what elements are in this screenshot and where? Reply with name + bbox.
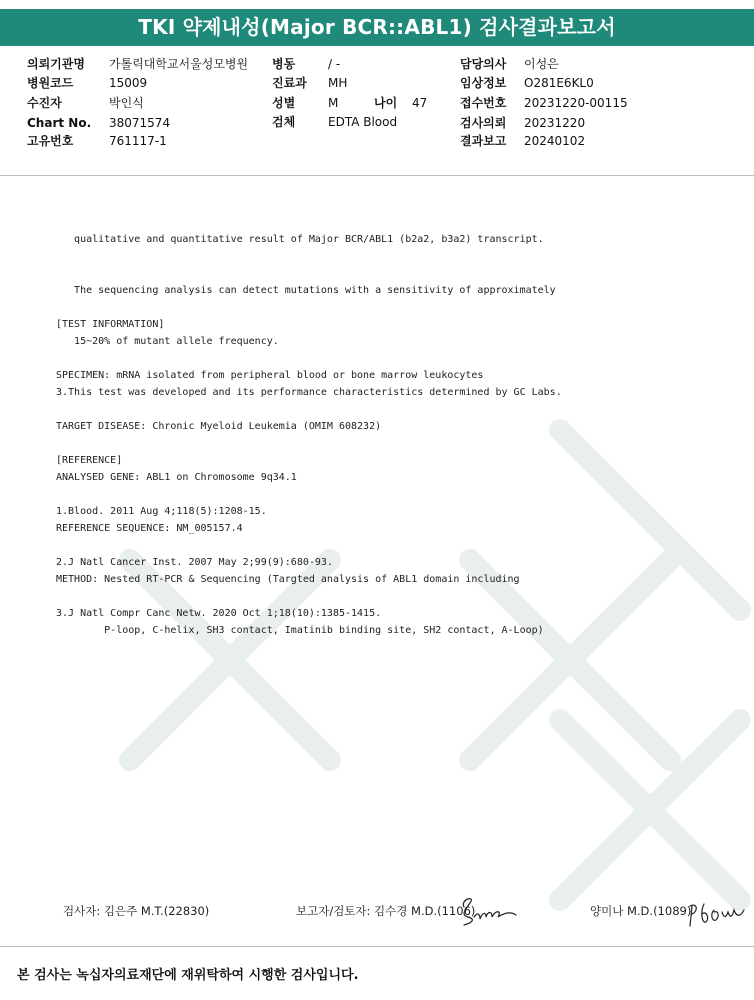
reference-line: 2.J Natl Cancer Inst. 2007 May 2;99(9):680-93. xyxy=(56,557,333,568)
field-value-age: 47 xyxy=(412,96,428,110)
field-label-request-date: 검사의뢰 xyxy=(460,116,507,130)
field-label-hospital-code: 병원코드 xyxy=(27,76,74,90)
field-value-unique-no: 761117-1 xyxy=(109,134,167,148)
field-value-chart-no: 38071574 xyxy=(109,116,171,130)
footer-divider xyxy=(0,946,754,947)
field-value-hospital-code: 15009 xyxy=(109,76,148,90)
field-value-receipt-no: 20231220-00115 xyxy=(524,96,628,110)
test-info-line: [TEST INFORMATION] xyxy=(56,319,165,330)
field-label-ward: 병동 xyxy=(272,57,296,71)
field-label-clinical-info: 임상정보 xyxy=(460,76,507,90)
third-handwritten-signature xyxy=(686,896,746,930)
notes-line: 3.This test was developed and its performance characteristics determined by GC Labs. xyxy=(56,387,562,398)
notes-line: The sequencing analysis can detect mutations with a sensitivity of approximately xyxy=(56,285,556,296)
field-label-sex: 성별 xyxy=(272,96,296,110)
header-divider xyxy=(0,175,754,176)
field-label-unique-no: 고유번호 xyxy=(27,134,74,148)
notes-line: qualitative and quantitative result of Major BCR/ABL1 (b2a2, b3a2) transcript. xyxy=(56,234,544,245)
test-info-line: ANALYSED GENE: ABL1 on Chromosome 9q34.1 xyxy=(56,472,297,483)
reference-line: 1.Blood. 2011 Aug 4;118(5):1208-15. xyxy=(56,506,267,517)
test-info-line: TARGET DISEASE: Chronic Myeloid Leukemia (OMIM 608232) xyxy=(56,421,382,432)
field-label-specimen: 검체 xyxy=(272,115,296,129)
third-signature-label: 양미나 M.D.(1089) xyxy=(590,904,692,918)
reference-block xyxy=(56,418,381,639)
reference-line: 3.J Natl Compr Canc Netw. 2020 Oct 1;18(10):1385-1415. xyxy=(56,608,382,619)
report-title: TKI 약제내성(Major BCR::ABL1) 검사결과보고서 xyxy=(0,9,754,46)
field-label-report-date: 결과보고 xyxy=(460,134,507,148)
field-value-doctor: 이성은 xyxy=(524,57,559,71)
field-label-receipt-no: 접수번호 xyxy=(460,96,507,110)
footer-note: 본 검사는 녹십자의료재단에 재위탁하여 시행한 검사입니다. xyxy=(17,968,359,983)
test-info-line: P-loop, C-helix, SH3 contact, Imatinib binding site, SH2 contact, A-Loop) xyxy=(56,625,544,636)
field-value-sex: M xyxy=(328,96,339,110)
field-value-specimen: EDTA Blood xyxy=(328,115,398,129)
field-label-age: 나이 xyxy=(374,96,398,110)
field-label-department: 진료과 xyxy=(272,76,307,90)
tester-signature-label: 검사자: 김은주 M.T.(22830) xyxy=(63,904,210,918)
notes-line: 15~20% of mutant allele frequency. xyxy=(56,336,279,347)
field-label-patient: 수진자 xyxy=(27,96,62,110)
field-label-chart-no: Chart No. xyxy=(27,116,92,130)
field-value-department: MH xyxy=(328,76,348,90)
field-value-patient: 박인식 xyxy=(109,96,144,110)
reporter-signature-label: 보고자/검토자: 김수경 M.D.(1106) xyxy=(296,904,476,918)
field-label-institution: 의뢰기관명 xyxy=(27,57,85,71)
field-value-clinical-info: O281E6KL0 xyxy=(524,76,594,90)
test-info-line: METHOD: Nested RT-PCR & Sequencing (Targted analysis of ABL1 domain including xyxy=(56,574,520,585)
reporter-handwritten-signature xyxy=(458,893,520,929)
field-value-request-date: 20231220 xyxy=(524,116,586,130)
test-info-line: SPECIMEN: mRNA isolated from peripheral blood or bone marrow leukocytes xyxy=(56,370,484,381)
field-value-institution: 가톨릭대학교서울성모병원 xyxy=(109,57,249,71)
field-value-report-date: 20240102 xyxy=(524,134,586,148)
field-label-doctor: 담당의사 xyxy=(460,57,507,71)
field-value-ward: / - xyxy=(328,57,341,71)
test-info-line: REFERENCE SEQUENCE: NM_005157.4 xyxy=(56,523,243,534)
reference-line: [REFERENCE] xyxy=(56,455,123,466)
